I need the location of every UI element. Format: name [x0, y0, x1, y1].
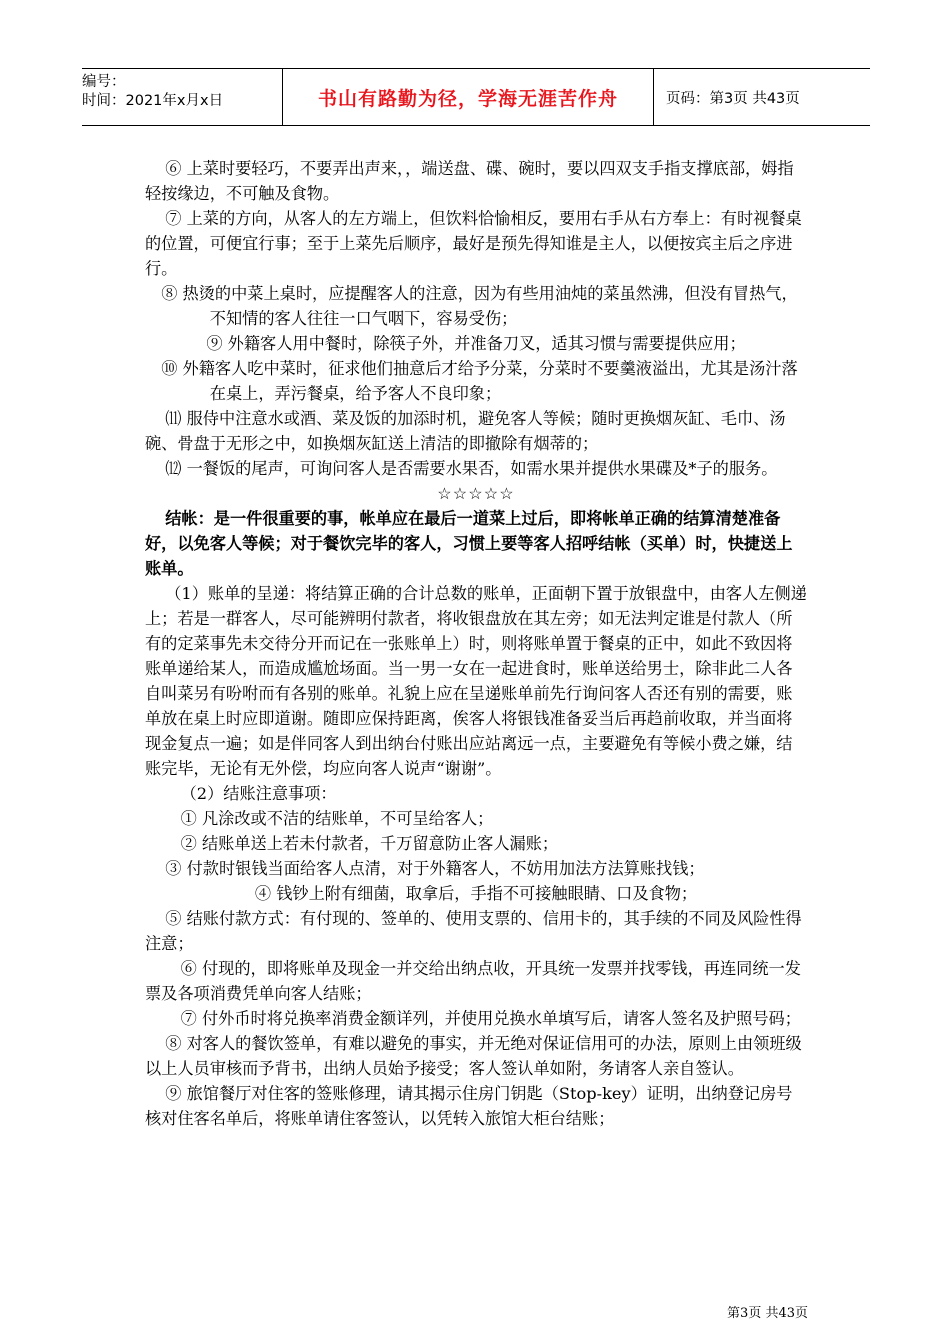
document-date: 时间：2021年x月x日	[82, 93, 224, 109]
header-motto: 书山有路勤为径，学海无涯苦作舟	[282, 69, 654, 125]
list-item: ③ 付款时银钱当面给客人点清，对于外籍客人，不妨用加法方法算账找钱；	[165, 859, 705, 878]
list-item: ⑧ 对客人的餐饮签单，有难以避免的事实，并无绝对保证信用可的办法，原则上由领班级以上人员审核而予背书，出纳人员始予接受；客人签认单如附，务请客人亲自签认。	[145, 1034, 802, 1078]
page-header	[82, 68, 870, 126]
list-item: ④ 钱钞上附有细菌，取拿后，手指不可接触眼睛、口及食物；	[254, 884, 698, 903]
paragraph: ⑧ 热烫的中菜上桌时，应提醒客人的注意，因为有些用油炖的菜虽然沸，但没有冒热气，不知情的客人往往一口气咽下，容易受伤；	[161, 284, 798, 328]
list-item: ⑥ 付现的，即将账单及现金一并交给出纳点收，开具统一发票并找零钱，再连同统一发票及各项消费凭单向客人结账；	[145, 959, 801, 1003]
header-page-info: 页码：第3页 共43页	[666, 90, 800, 107]
paragraph: ⑥ 上菜时要轻巧，不要弄出声来，，端送盘、碟、碗时，要以四双支手指支撑底部，姆指轻按缘边，不可触及食物。	[145, 159, 794, 203]
list-item: ① 凡涂改或不洁的结账单，不可呈给客人；	[180, 809, 494, 828]
paragraph: ⑦ 上菜的方向，从客人的左方端上，但饮料恰愉相反，要用右手从右方奉上：有时视餐桌的位置，可便宜行事；至于上菜先后顺序，最好是预先得知谁是主人，以便按宾主后之序进行。	[145, 209, 802, 278]
subsection-heading: （2）结账注意事项：	[180, 784, 337, 803]
list-item: ⑨ 旅馆餐厅对住客的签账修理，请其揭示住房门钥匙（Stop-key）证明，出纳登记房号核对住客名单后，将账单请住客签认，以凭转入旅馆大柜台结账；	[145, 1084, 793, 1128]
paragraph: ⑩ 外籍客人吃中菜时，征求他们抽意后才给予分菜，分菜时不要羹液溢出，尤其是汤汁落在桌上，弄污餐桌，给予客人不良印象；	[161, 359, 798, 403]
paragraph: ⑨ 外籍客人用中餐时，除筷子外，并准备刀叉，适其习惯与需要提供应用；	[206, 334, 746, 353]
paragraph: ⑾ 服侍中注意水或酒、菜及饭的加添时机，避免客人等候；随时更换烟灰缸、毛巾、汤碗、骨盘于无形之中，如换烟灰缸送上清洁的即撤除有烟蒂的；	[145, 409, 786, 453]
paragraph: ⑿ 一餐饭的尾声，可询问客人是否需要水果否，如需水果并提供水果碟及*子的服务。	[165, 459, 778, 478]
list-item: ⑤ 结账付款方式：有付现的、签单的、使用支票的、信用卡的，其手续的不同及风险性得注意；	[145, 909, 802, 953]
section-divider-stars: ☆☆☆☆☆	[437, 484, 515, 503]
document-number-label: 编号：	[82, 74, 126, 90]
paragraph: （1）账单的呈递：将结算正确的合计总数的账单，正面朝下置于放银盘中，由客人左侧递上；若是一群客人，尽可能辨明付款者，将收银盘放在其左旁；如无法判定谁是付款人（所有的定菜事先未交待分开而记在一张账单上）时，则将账单置于餐桌的正中，如此不致因将账单递给某人，而造成尴尬场面。当一男一女在一起进食时，账单送给男士，除非此二人各自叫菜另有吩咐而有各别的账单。礼貌上应在呈递账单前先行询问客人否还有别的需要，账单放在桌上时应即道谢。随即应保持距离，俟客人将银钱准备妥当后再趋前收取，并当面将现金复点一遍；如是伴同客人到出纳台付账出应站离远一点，主要避免有等候小费之嫌，结账完毕，无论有无外偿，均应向客人说声“谢谢”。	[145, 584, 807, 778]
list-item: ② 结账单送上若未付款者，千万留意防止客人漏账；	[180, 834, 559, 853]
list-item: ⑦ 付外币时将兑换率消费金额详列，并使用兑换水单填写后，请客人签名及护照号码；	[180, 1009, 801, 1028]
header-meta	[82, 69, 282, 125]
section-heading-checkout: 结帐：是一件很重要的事，帐单应在最后一道菜上过后，即将帐单正确的结算清楚准备好，以免客人等候；对于餐饮完毕的客人，习惯上要等客人招呼结帐（买单）时，快捷送上账单。	[145, 509, 793, 578]
document-body	[145, 156, 807, 1131]
page-footer: 第3页 共43页	[727, 1306, 808, 1321]
